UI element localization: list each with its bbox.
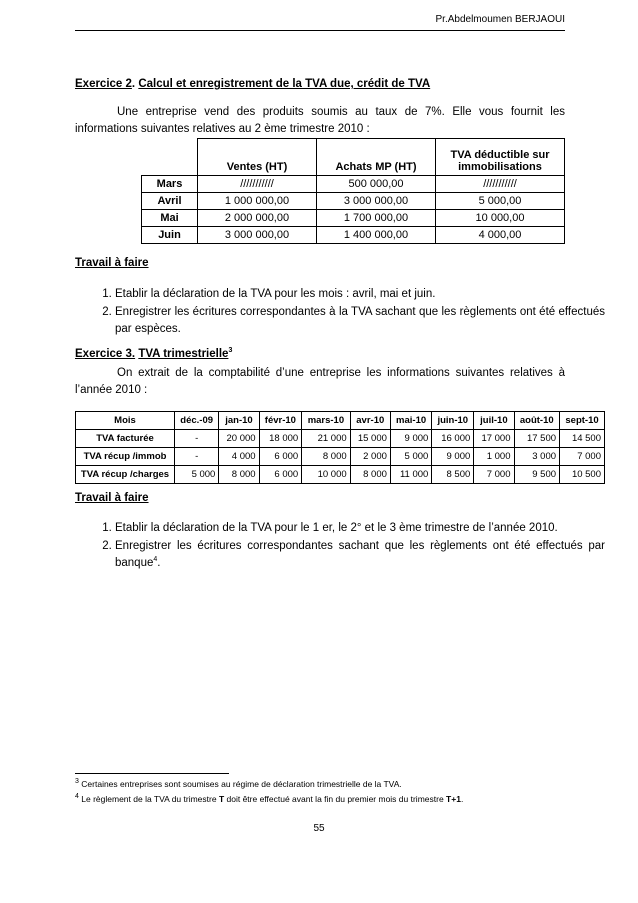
row-label: TVA récup /charges [76, 466, 175, 484]
footnote-rule [75, 773, 229, 774]
footnote-text-2: doit être effectué avant la fin du premier mois du trimestre [224, 794, 447, 804]
header-rule [75, 30, 565, 31]
table-cell: 6 000 [259, 448, 302, 466]
list-item: 2. Enregistrer les écritures correspondantes à la TVA sachant que les règlements ont été effectués par espèces. [115, 304, 605, 338]
table-cell: 2 000 000,00 [198, 210, 317, 227]
exercise-2-heading: Calcul et enregistrement de la TVA due, crédit de TVA [138, 78, 431, 90]
list-item-end: . [157, 557, 161, 569]
footnote-4 [75, 794, 575, 804]
table-header-cell: mai-10 [390, 412, 431, 430]
table-cell: - [175, 430, 219, 448]
table-row [142, 176, 565, 193]
table-cell: 1 400 000,00 [317, 227, 436, 244]
empty-corner-cell [142, 139, 198, 176]
table-header-cell: sept-10 [560, 412, 605, 430]
table-cell: /////////// [198, 176, 317, 193]
table-cell: 9 000 [390, 430, 431, 448]
footnote-3 [75, 779, 575, 789]
table-header-cell: juin-10 [432, 412, 474, 430]
exercise-3-intro-text: On extrait de la comptabilité d’une entreprise les informations suivantes relatives à l’année 2010 : [75, 367, 565, 396]
table-header-cell: TVA déductible sur immobilisations [436, 139, 565, 176]
exercise-3-heading: TVA trimestrielle [138, 348, 229, 360]
row-label: Avril [142, 193, 198, 210]
table-cell: 8 000 [219, 466, 259, 484]
table-cell: 17 500 [514, 430, 560, 448]
table-cell: 7 000 [474, 466, 514, 484]
table-row [142, 210, 565, 227]
exercise-3-intro [75, 365, 565, 399]
exercise-2-intro-text: Une entreprise vend des produits soumis au taux de 7%. Elle vous fournit les informations suivantes relatives au 2 ème trimestre 2010 : [75, 106, 565, 135]
table-header-cell: juil-10 [474, 412, 514, 430]
table-cell: 1 700 000,00 [317, 210, 436, 227]
footnote-number: 3 [75, 778, 79, 786]
table-cell: 11 000 [390, 466, 431, 484]
exercise-2-separator: . [131, 78, 136, 90]
table-header-cell: Achats MP (HT) [317, 139, 436, 176]
table-cell: 8 500 [432, 466, 474, 484]
table-cell: /////////// [436, 176, 565, 193]
row-label: Mars [142, 176, 198, 193]
table-header-cell: mars-10 [302, 412, 350, 430]
table-header-cell: févr-10 [259, 412, 302, 430]
vat-monthly-table [75, 411, 605, 484]
footnote-bold-t: T [218, 794, 225, 804]
table-header-cell: Mois [76, 412, 175, 430]
row-label: Juin [142, 227, 198, 244]
table-cell: 4 000,00 [436, 227, 565, 244]
table-header-cell: avr-10 [350, 412, 390, 430]
footnote-ref-4: 4 [153, 556, 158, 564]
row-label: TVA facturée [76, 430, 175, 448]
exercise-2-number: Exercice 2 [75, 78, 132, 90]
table-cell: 8 000 [350, 466, 390, 484]
table-cell: 21 000 [302, 430, 350, 448]
table-row [76, 466, 605, 484]
table-header-row [142, 139, 565, 176]
table-header-row [76, 412, 605, 430]
table-header-cell: août-10 [514, 412, 560, 430]
table-cell: 7 000 [560, 448, 605, 466]
list-item [115, 538, 605, 572]
table-cell: 15 000 [350, 430, 390, 448]
sales-purchases-table [141, 138, 565, 244]
exercise-3-task-list [75, 520, 605, 573]
exercise-2-work-title: Travail à faire [75, 257, 149, 269]
table-cell: 3 000 [514, 448, 560, 466]
table-cell: 10 000,00 [436, 210, 565, 227]
footnote-text: Le règlement de la TVA du trimestre [81, 794, 219, 804]
table-cell: 5 000 [390, 448, 431, 466]
table-cell: 9 000 [432, 448, 474, 466]
table-cell: 3 000 000,00 [198, 227, 317, 244]
table-header-cell: jan-10 [219, 412, 259, 430]
page-header-author: Pr.Abdelmoumen BERJAOUI [435, 14, 565, 25]
list-item: 1. Etablir la déclaration de la TVA pour les mois : avril, mai et juin. [115, 286, 605, 303]
exercise-3-number: Exercice 3. [75, 348, 136, 360]
table-cell: 9 500 [514, 466, 560, 484]
table-cell: 2 000 [350, 448, 390, 466]
table-cell: 5 000,00 [436, 193, 565, 210]
exercise-2-title [75, 78, 430, 90]
footnote-ref-3: 3 [228, 347, 233, 355]
exercise-3-title [75, 348, 232, 360]
table-cell: 3 000 000,00 [317, 193, 436, 210]
exercise-3-work-title: Travail à faire [75, 492, 149, 504]
table-cell: 1 000 [474, 448, 514, 466]
table-cell: 18 000 [259, 430, 302, 448]
table-row [76, 430, 605, 448]
table-cell: 4 000 [219, 448, 259, 466]
row-label: Mai [142, 210, 198, 227]
table-cell: 20 000 [219, 430, 259, 448]
table-row [142, 227, 565, 244]
table-cell: 1 000 000,00 [198, 193, 317, 210]
row-label: TVA récup /immob [76, 448, 175, 466]
list-item-text: Enregistrer les écritures correspondantes sachant que les règlements ont été effectués par banque [115, 540, 605, 569]
table-cell: 16 000 [432, 430, 474, 448]
table-header-cell: Ventes (HT) [198, 139, 317, 176]
footnote-text: Certaines entreprises sont soumises au régime de déclaration trimestrielle de la TVA. [81, 779, 402, 789]
footnote-end: . [460, 794, 464, 804]
table-cell: 10 000 [302, 466, 350, 484]
table-cell: 5 000 [175, 466, 219, 484]
footnote-bold-t1: T+1 [446, 794, 461, 804]
table-cell: 17 000 [474, 430, 514, 448]
table-cell: 14 500 [560, 430, 605, 448]
table-cell: 500 000,00 [317, 176, 436, 193]
table-cell: 10 500 [560, 466, 605, 484]
page-number: 55 [313, 823, 325, 834]
table-header-cell: déc.-09 [175, 412, 219, 430]
table-cell: 8 000 [302, 448, 350, 466]
table-row [76, 448, 605, 466]
exercise-2-intro [75, 104, 565, 138]
exercise-2-task-list [75, 286, 605, 339]
table-cell: - [175, 448, 219, 466]
list-item: 1. Etablir la déclaration de la TVA pour le 1 er, le 2° et le 3 ème trimestre de l’année 2010. [115, 520, 605, 537]
table-cell: 6 000 [259, 466, 302, 484]
footnote-number: 4 [75, 793, 79, 801]
table-row [142, 193, 565, 210]
